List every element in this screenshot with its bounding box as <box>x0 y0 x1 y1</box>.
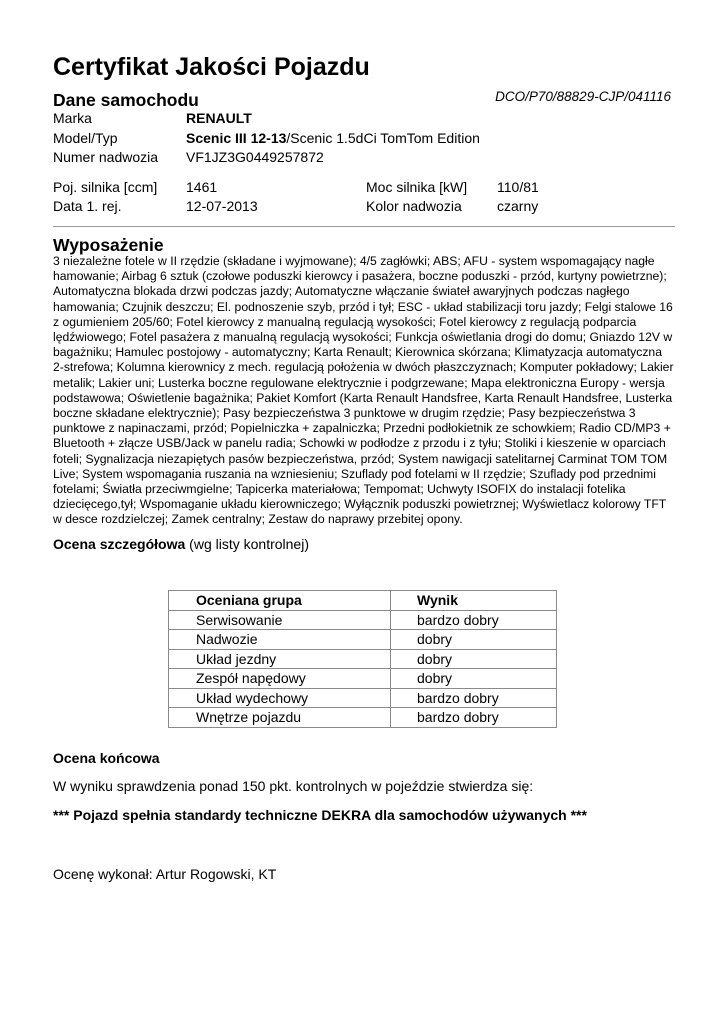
result-cell: bardzo dobry <box>391 708 557 728</box>
engine-power-label: Moc silnika [kW] <box>366 179 468 195</box>
vin-label: Numer nadwozia <box>53 149 159 165</box>
engine-capacity-value: 1461 <box>186 179 218 195</box>
document-title: Certyfikat Jakości Pojazdu <box>53 53 370 81</box>
table-row <box>169 610 557 630</box>
final-verdict: *** Pojazd spełnia standardy techniczne DEKRA dla samochodów używanych *** <box>53 807 587 823</box>
group-cell: Zespół napędowy <box>169 669 391 689</box>
final-evaluation-text: W wyniku sprawdzenia ponad 150 pkt. kontrolnych w pojeździe stwierdza się: <box>53 778 534 794</box>
result-cell: dobry <box>391 669 557 689</box>
vehicle-section-title: Dane samochodu <box>53 90 199 110</box>
make-value: RENAULT <box>186 110 252 126</box>
result-cell: dobry <box>391 630 557 650</box>
make-label: Marka <box>53 110 92 126</box>
model-version: /Scenic 1.5dCi TomTom Edition <box>286 130 480 146</box>
equipment-list: 3 niezależne fotele w II rzędzie (składane i wyjmowane); 4/5 zagłówki; ABS; AFU - system wspomagający nagłe hamowanie; Airbag 6 sztuk (czołowe poduszki kierowcy i pasażera, boczne poduszki - przód, kurtyny powietrzne); Automatyczna blokada drzwi podczas jazdy; Automatyczne włączanie świateł awaryjnych podczas nagłego hamowania; Czujnik deszczu; El. podnoszenie szyb, przód i tył; ESC - układ stabilizacji toru jazdy; Felgi stalowe 16 z ogumieniem 205/60; Fotel kierowcy z manualną regulacją wysokości; Fotel kierowcy z regulacją podparcia lędźwiowego; Fotel pasażera z manualną regulacją wysokości; Funkcja oświetlania drogi do domu; Gniazdo 12V w bagażniku; Hamulec postojowy - automatyczny; Karta Renault; Kierownica skórzana; Klimatyzacja automatyczna 2-strefowa; Kolumna kierownicy z mech. regulacją położenia w dwóch płaszczyznach; Komputer pokładowy; Lakier metalik; Lakier uni; Lusterka boczne regulowane elektrycznie i podgrzewane; Mapa elektroniczna Europy - wersja podstawowa; Oświetlenie bagażnika; Pakiet Komfort (Karta Renault Handsfree, Karta Renault Handsfree, Lusterka boczne składane elektrycznie); Pasy bezpieczeństwa 3 punktowe w drugim rzędzie; Pasy bezpieczeństwa 3 punktowe z napinaczami, przód; Popielniczka + zapalniczka; Przedni podłokietnik ze schowkiem; Radio CD/MP3 + Bluetooth + złącze USB/Jack w panelu radia; Schowki w podłodze z przodu i z tyłu; Stoliki i kieszenie w oparciach foteli; Sygnalizacja niezapiętych pasów bezpieczeństwa, przód; System nawigacji satelitarnej Carminat TOM TOM Live; System wspomagania ruszania na wzniesieniu; Szuflady pod fotelami w II rzędzie; Szuflady pod przednimi fotelami; Światła przeciwmgielne; Tapicerka materiałowa; Tempomat; Uchwyty ISOFIX do instalacji fotelika dziecięcego,tył; Wspomaganie układu kierowniczego; Wyłącznik poduszki powietrznej; Wyświetlacz kolorowy TFT w desce rozdzielczej; Zamek centralny; Zestaw do naprawy przebitej opony. <box>53 254 674 527</box>
vin-value: VF1JZ3G0449257872 <box>186 149 324 165</box>
engine-capacity-label: Poj. silnika [ccm] <box>53 179 158 195</box>
document-reference: DCO/P70/88829-CJP/041116 <box>495 89 671 104</box>
detailed-evaluation-heading: Ocena szczegółowa <box>53 536 186 552</box>
group-cell: Serwisowanie <box>169 610 391 630</box>
table-row <box>169 649 557 669</box>
engine-power-value: 110/81 <box>497 179 539 195</box>
column-header-group: Oceniana grupa <box>169 591 391 611</box>
registration-date-value: 12-07-2013 <box>186 198 258 214</box>
result-cell: dobry <box>391 649 557 669</box>
model-name: Scenic III 12-13 <box>186 130 287 146</box>
detailed-evaluation-title <box>53 535 309 553</box>
section-divider <box>53 226 675 227</box>
result-cell: bardzo dobry <box>391 688 557 708</box>
result-cell: bardzo dobry <box>391 610 557 630</box>
registration-date-label: Data 1. rej. <box>53 198 122 214</box>
model-value <box>186 129 480 147</box>
group-cell: Nadwozie <box>169 630 391 650</box>
table-row <box>169 688 557 708</box>
evaluation-table <box>168 590 557 728</box>
group-cell: Wnętrze pojazdu <box>169 708 391 728</box>
group-cell: Układ wydechowy <box>169 688 391 708</box>
body-color-label: Kolor nadwozia <box>366 198 462 214</box>
table-header-row <box>169 591 557 611</box>
table-row <box>169 669 557 689</box>
table-row <box>169 708 557 728</box>
column-header-result: Wynik <box>391 591 557 611</box>
detailed-evaluation-note: (wg listy kontrolnej) <box>185 536 309 552</box>
table-row <box>169 630 557 650</box>
equipment-section-title: Wyposażenie <box>53 235 164 255</box>
model-label: Model/Typ <box>53 130 118 146</box>
final-evaluation-title: Ocena końcowa <box>53 750 160 766</box>
inspector-signature: Ocenę wykonał: Artur Rogowski, KT <box>53 866 277 882</box>
group-cell: Układ jezdny <box>169 649 391 669</box>
body-color-value: czarny <box>497 198 539 214</box>
